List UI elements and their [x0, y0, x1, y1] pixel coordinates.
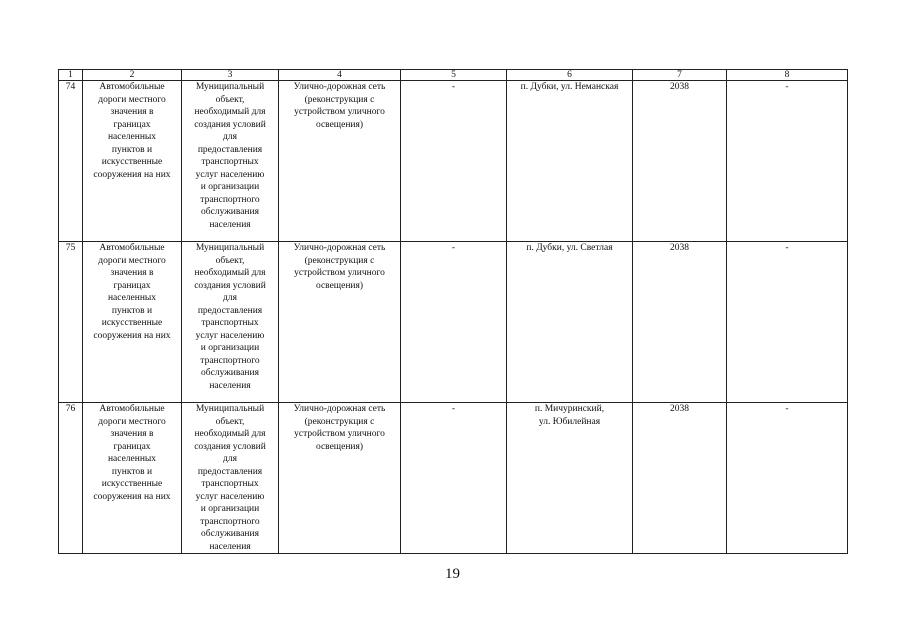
col-header-4: 4: [279, 70, 401, 81]
object-type: Автомобильные дороги местного значения в границах населенных пунктов и искусственные сооружения на них: [83, 242, 182, 403]
col-header-8: 8: [727, 70, 848, 81]
row-number: 76: [59, 403, 83, 554]
object-year: 2038: [633, 403, 727, 554]
col5-value: -: [401, 403, 507, 554]
col8-value: -: [727, 242, 848, 403]
object-year: 2038: [633, 81, 727, 242]
object-name: Улично-дорожная сеть (реконструкция с устройством уличного освещения): [279, 242, 401, 403]
col-header-2: 2: [83, 70, 182, 81]
col-header-7: 7: [633, 70, 727, 81]
object-purpose: Муниципальный объект, необходимый для создания условий для предоставления транспортных услуг населению и организации транспортного обслуживания населения: [182, 403, 279, 554]
objects-table: [58, 69, 848, 554]
col-header-3: 3: [182, 70, 279, 81]
header-row: [59, 70, 848, 81]
row-number: 75: [59, 242, 83, 403]
col8-value: -: [727, 403, 848, 554]
table-row: [59, 242, 848, 403]
object-location: п. Дубки, ул. Светлая: [507, 242, 633, 403]
col5-value: -: [401, 242, 507, 403]
row-number: 74: [59, 81, 83, 242]
table-row: [59, 403, 848, 554]
col-header-5: 5: [401, 70, 507, 81]
col5-value: -: [401, 81, 507, 242]
table-row: [59, 81, 848, 242]
object-purpose: Муниципальный объект, необходимый для создания условий для предоставления транспортных услуг населению и организации транспортного обслуживания населения: [182, 242, 279, 403]
col8-value: -: [727, 81, 848, 242]
object-purpose: Муниципальный объект, необходимый для создания условий для предоставления транспортных услуг населению и организации транспортного обслуживания населения: [182, 81, 279, 242]
object-location: п. Дубки, ул. Неманская: [507, 81, 633, 242]
col-header-6: 6: [507, 70, 633, 81]
object-type: Автомобильные дороги местного значения в границах населенных пунктов и искусственные сооружения на них: [83, 403, 182, 554]
object-name: Улично-дорожная сеть (реконструкция с устройством уличного освещения): [279, 403, 401, 554]
object-type: Автомобильные дороги местного значения в границах населенных пунктов и искусственные сооружения на них: [83, 81, 182, 242]
object-name: Улично-дорожная сеть (реконструкция с устройством уличного освещения): [279, 81, 401, 242]
object-location: п. Мичуринский, ул. Юбилейная: [507, 403, 633, 554]
page-number: 19: [445, 566, 460, 582]
object-year: 2038: [633, 242, 727, 403]
col-header-1: 1: [59, 70, 83, 81]
